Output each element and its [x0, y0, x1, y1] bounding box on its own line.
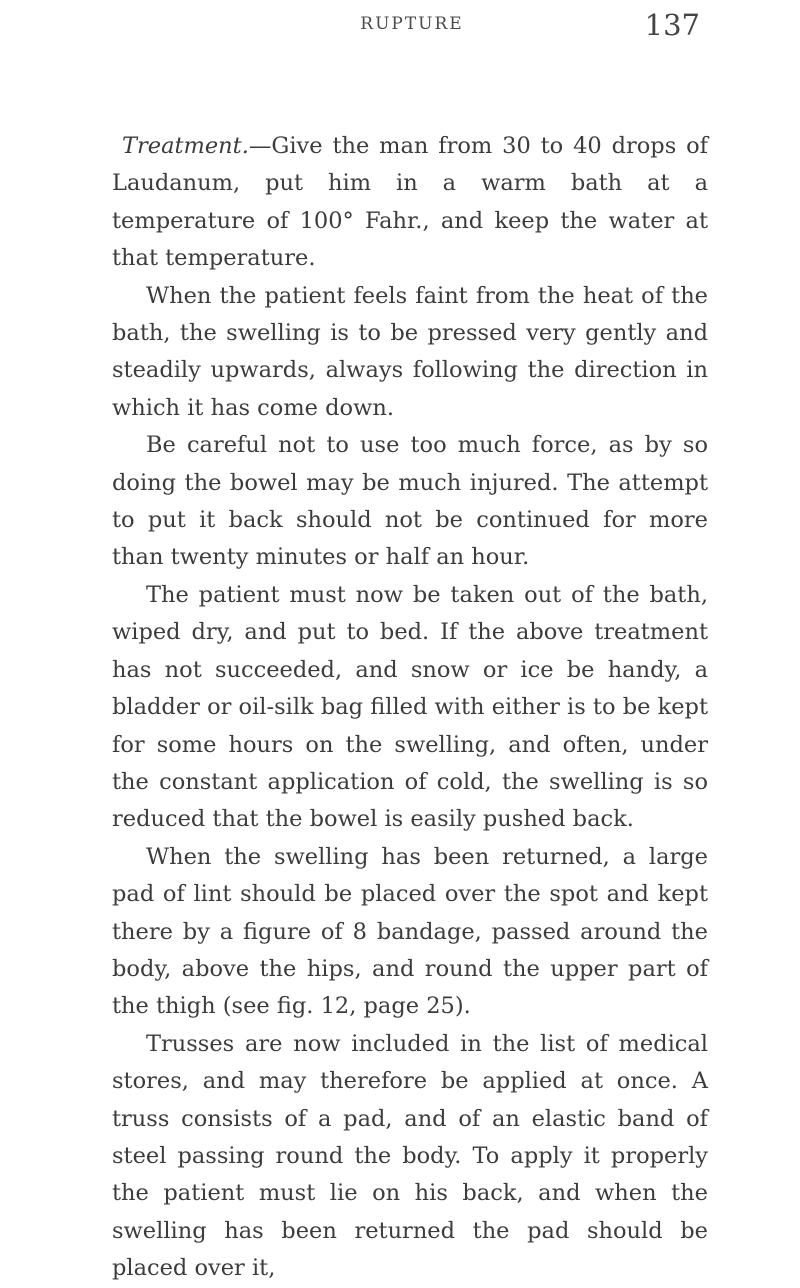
body-text [112, 128, 708, 1288]
page-header [112, 8, 712, 42]
running-head: RUPTURE [360, 14, 464, 34]
paragraph-text: Be careful not to use too much force, as by so doing the bowel may be much injured. The attempt to put it back should not be continued for more than twenty minutes or half an hour. [112, 432, 708, 571]
paragraph-treatment [112, 128, 708, 278]
paragraph-text: —Give the man from 30 to 40 drops of Laudanum, put him in a warm bath at a temperature of 100° Fahr., and keep the water at that temperature. [112, 133, 708, 272]
paragraph [112, 278, 708, 428]
paragraph-text: When the swelling has been returned, a large pad of lint should be placed over the spot and kept there by a figure of 8 bandage, passed around the body, above the hips, and round the upper part of the thigh (see fig. 12, page 25). [112, 843, 708, 1020]
paragraph [112, 427, 708, 577]
paragraph [112, 577, 708, 839]
paragraph [112, 839, 708, 1026]
page-number: 137 [644, 8, 700, 42]
paragraph [112, 1026, 708, 1288]
paragraph-text: When the patient feels faint from the heat of the bath, the swelling is to be pressed very gently and steadily upwards, always following the direction in which it has come down. [112, 282, 708, 421]
treatment-heading: Treatment. [122, 133, 249, 159]
paragraph-text: The patient must now be taken out of the bath, wiped dry, and put to bed. If the above treatment has not succeeded, and snow or ice be handy, a bladder or oil-silk bag filled with either is to be kept for some hours on the swelling, and often, under the constant application of cold, the swelling is so reduced that the bowel is easily pushed back. [112, 581, 708, 833]
paragraph-text: Trusses are now included in the list of medical stores, and may therefore be applied at once. A truss consists of a pad, and of an elastic band of steel passing round the body. To apply it properly the patient must lie on his back, and when the swelling has been returned the pad should be placed over it, [112, 1030, 708, 1282]
